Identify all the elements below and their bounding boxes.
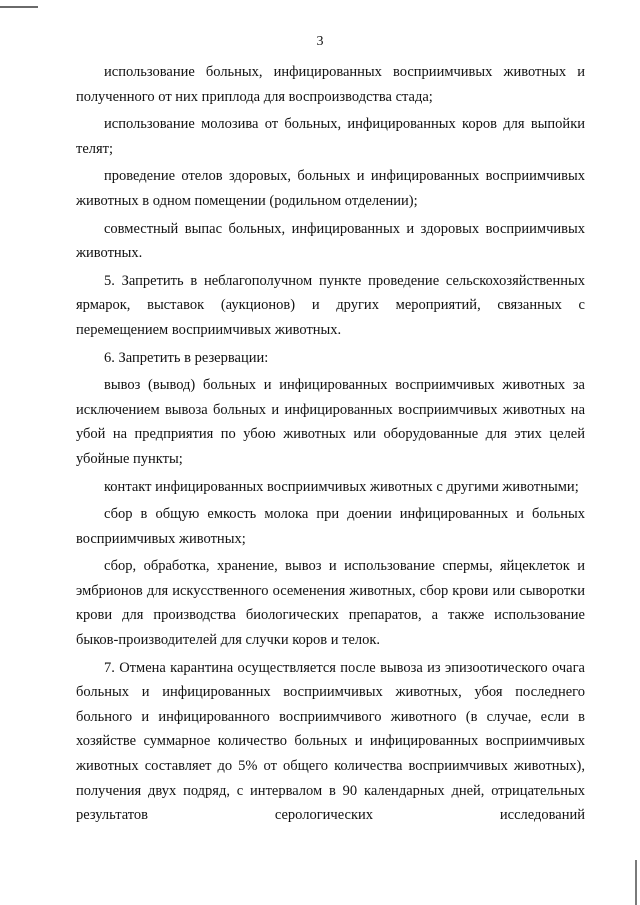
paragraph: сбор в общую емкость молока при доении инфицированных и больных восприимчивых животных; (76, 506, 585, 547)
paragraph: использование больных, инфицированных восприимчивых животных и полученного от них приплода для воспроизводства стада; (76, 64, 585, 105)
scan-edge-mark (0, 6, 38, 8)
paragraph: вывоз (вывод) больных и инфицированных восприимчивых животных за исключением вывоза больных и инфицированных восприимчивых животных на убой на предприятия по убою животных или оборудованные для этих целей убойные пункты; (76, 377, 585, 467)
paragraph: сбор, обработка, хранение, вывоз и использование спермы, яйцеклеток и эмбрионов для искусственного осеменения животных, сбор крови или сыворотки крови для производства биологических препаратов, а также использование быков-производителей для случки коров и телок. (76, 558, 585, 649)
paragraph: 7. Отмена карантина осуществляется после вывоза из эпизоотического очага больных и инфицированных восприимчивых животных, убоя последнего больного и инфицированного восприимчивого животного (в случае, если в хозяйстве суммарное количество больных и инфицированных восприимчивых животных составляет до 5% от общего количества восприимчивых животных), получения двух подряд, с интервалом в 90 календарных дней, отрицательных результатов серологических исследований (76, 659, 585, 824)
scan-edge-mark (635, 860, 637, 905)
paragraph: 5. Запретить в неблагополучном пункте проведение сельскохозяйственных ярмарок, выставок (аукционов) и других мероприятий, связанных с перемещением восприимчивых животных. (76, 272, 585, 338)
paragraph: совместный выпас больных, инфицированных и здоровых восприимчивых животных. (76, 220, 585, 262)
paragraph: проведение отелов здоровых, больных и инфицированных восприимчивых животных в одном помещении (родильном отделении); (76, 168, 585, 209)
paragraph: 6. Запретить в резервации: (104, 349, 269, 366)
page-number: 3 (316, 34, 324, 49)
document-body (76, 60, 585, 831)
paragraph: контакт инфицированных восприимчивых животных с другими животными; (104, 478, 579, 495)
paragraph: использование молозива от больных, инфицированных коров для выпойки телят; (76, 116, 585, 157)
